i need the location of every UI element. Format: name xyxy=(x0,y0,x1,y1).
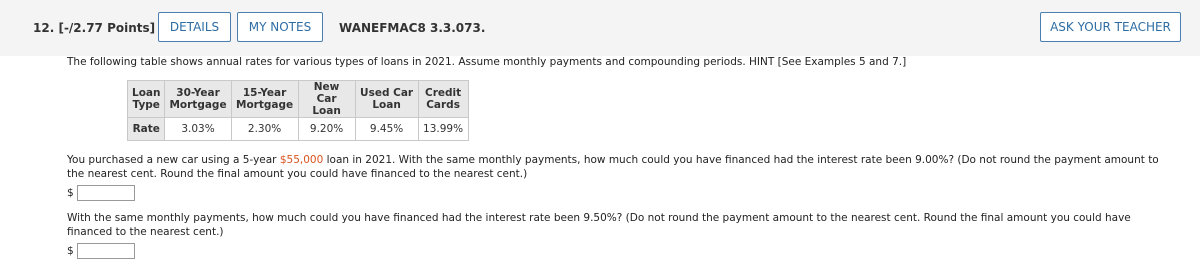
answer-2-input[interactable] xyxy=(77,243,135,259)
question-2-text: With the same monthly payments, how much could you have financed had the interest rate been 9.50%? (Do not round the payment amount to the nearest cent. Round the final amount you could have financed to the nearest cent.) xyxy=(67,212,1131,238)
details-button[interactable]: DETAILS xyxy=(158,12,231,42)
answer-1-input[interactable] xyxy=(77,185,135,201)
question-number-and-points xyxy=(33,21,155,35)
table-cell: 9.45% xyxy=(355,118,418,141)
intro-text: The following table shows annual rates for various types of loans in 2021. Assume monthly payments and compounding periods. HINT [See Examples 5 and 7.] xyxy=(67,56,907,68)
question-code: WANEFMAC8 3.3.073. xyxy=(339,21,486,35)
table-header-cell: Used Car Loan xyxy=(355,81,418,118)
ask-your-teacher-button[interactable]: ASK YOUR TEACHER xyxy=(1040,12,1181,42)
table-row-label: Rate xyxy=(128,118,165,141)
table-header-cell: Credit Cards xyxy=(418,81,468,118)
table-cell: 13.99% xyxy=(418,118,468,141)
table-header-cell: Loan Type xyxy=(128,81,165,118)
question-header xyxy=(0,0,1200,56)
table-header-row xyxy=(128,81,469,118)
table-header-cell: New Car Loan xyxy=(298,81,355,118)
loan-amount-highlight: $55,000 xyxy=(279,154,324,166)
question-points: [-/2.77 Points] xyxy=(58,21,156,35)
table-header-cell: 15-Year Mortgage xyxy=(231,81,298,118)
table-cell: 3.03% xyxy=(165,118,231,141)
currency-symbol: $ xyxy=(67,245,74,257)
table-cell: 9.20% xyxy=(298,118,355,141)
table-row xyxy=(128,118,469,141)
my-notes-button[interactable]: MY NOTES xyxy=(237,12,323,42)
currency-symbol: $ xyxy=(67,187,74,199)
table-header-cell: 30-Year Mortgage xyxy=(165,81,231,118)
loan-rates-table xyxy=(127,80,469,141)
table-cell: 2.30% xyxy=(231,118,298,141)
question-number: 12. xyxy=(33,21,55,35)
question-1-text: You purchased a new car using a 5-year $55,000 loan in 2021. With the same monthly payments, how much could you have financed had the interest rate been 9.00%? (Do not round the payment amount to the nearest cent. Round the final amount you could have financed to the nearest cent.) xyxy=(67,154,1159,180)
